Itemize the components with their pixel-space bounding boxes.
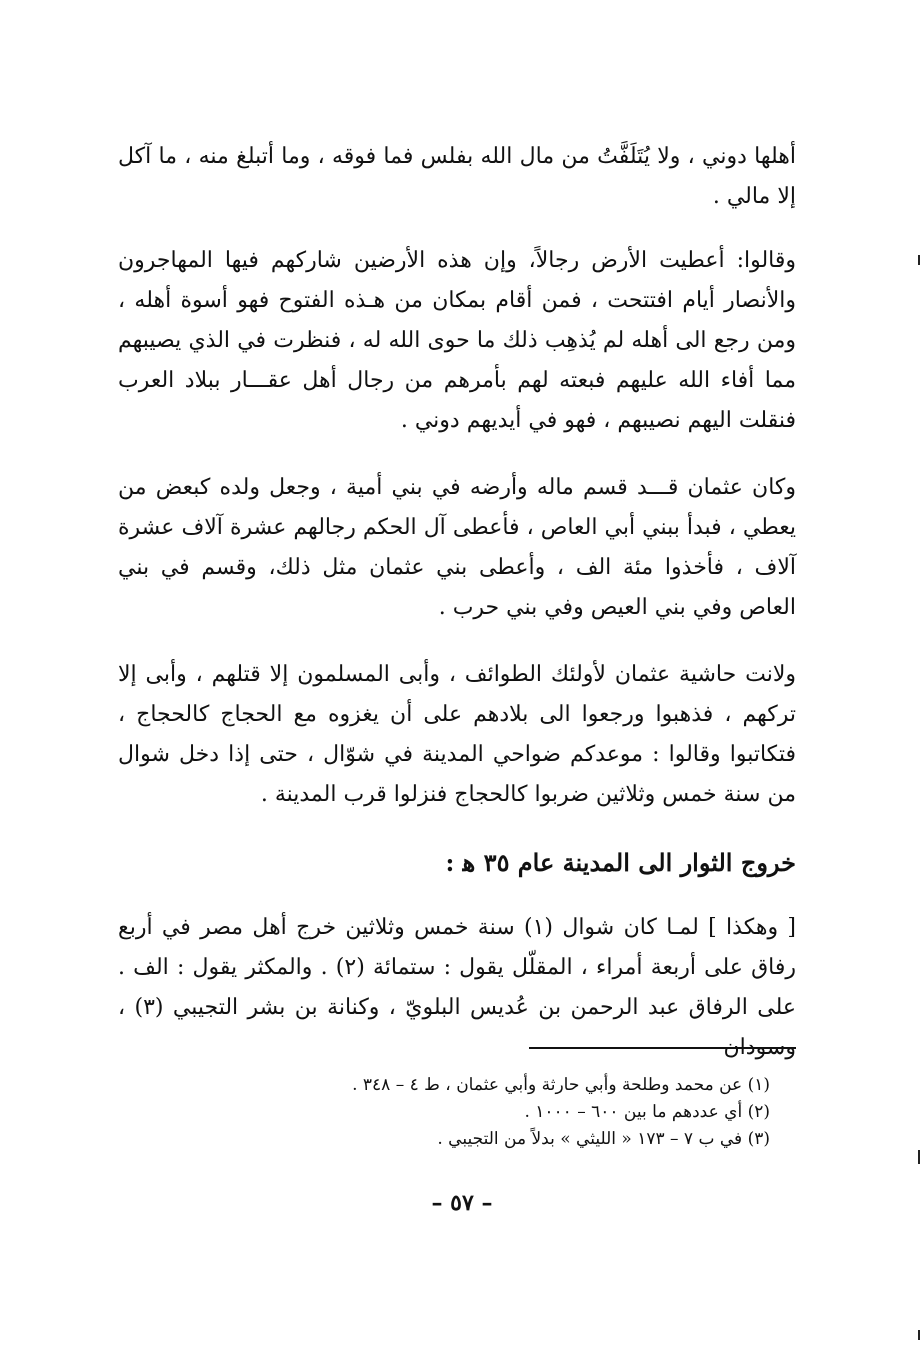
footnotes	[200, 1072, 770, 1153]
footnote-2: (٢) أي عددهم ما بين ٦٠٠ – ١٠٠٠ .	[524, 1102, 770, 1122]
footnote-1: (١) عن محمد وطلحة وأبي حارثة وأبي عثمان ، ط ٤ – ٣٤٨ .	[352, 1075, 770, 1095]
scan-edge-mark	[918, 255, 920, 265]
section-heading: خروج الثوار الى المدينة عام ٣٥ ﻫ :	[445, 848, 796, 877]
footnote-3: (٣) في ب ٧ – ١٧٣ « الليثي » بدلاً من التجيبي .	[437, 1129, 770, 1149]
paragraph-text: أهلها دوني ، ولا يُتَلَفَّتُ من مال الله بفلس فما فوقه ، وما أتبلغ منه ، ما آكل إلا مالي .	[118, 144, 796, 209]
paragraph-2	[118, 241, 796, 441]
paragraph-text: [ وهكذا ] لمـا كان شوال (١) سنة خمس وثلاثين خرج أهل مصر في أربع رفاق على أربعة أمراء ، المقلّل يقول : ستمائة (٢) . والمكثر يقول : الف . على الرفاق عبد الرحمن بن عُديس البلويّ ، وكنانة بن بشر التجيبي (٣) ، وسودان	[118, 915, 797, 1060]
scan-edge-mark	[918, 1330, 920, 1340]
paragraph-text: وقالوا: أعطيت الأرض رجالاً، وإن هذه الأرضين شاركهم فيها المهاجرون والأنصار أيام افتتحت ، فمن أقام بمكان من هـذه الفتوح فهو أسوة أهله ، ومن رجع الى أهله لم يُذهِب ذلك ما حوى الله له ، فنظرت في الذي يصيبهم مما أفاء الله عليهم فبعته لهم بأمرهم من رجال أهل عقـــار ببلاد العرب فنقلت اليهم نصيبهم ، فهو في أيديهم دوني .	[118, 248, 796, 433]
scan-edge-mark	[918, 1150, 920, 1164]
paragraph-text: ولانت حاشية عثمان لأولئك الطوائف ، وأبى المسلمون إلا قتلهم ، وأبى إلا تركهم ، فذهبوا ورجعوا الى بلادهم على أن يغزوه مع الحجاج كالحجاج ، فتكاتبوا وقالوا : موعدكم ضواحي المدينة في شوّال ، حتى إذا دخل شوال من سنة خمس وثلاثين ضربوا كالحجاج فنزلوا قرب المدينة .	[118, 662, 796, 807]
paragraph-4	[118, 655, 796, 815]
paragraph-1	[118, 137, 796, 217]
paragraph-text: وكان عثمان قـــد قسم ماله وأرضه في بني أمية ، وجعل ولده كبعض من يعطي ، فبدأ ببني أبي العاص ، فأعطى آل الحكم رجالهم عشرة آلاف عشرة آلاف ، فأخذوا مئة الف ، وأعطى بني عثمان مثل ذلك، وقسم في بني العاص وفي بني العيص وفي بني حرب .	[118, 475, 796, 620]
paragraph-3	[118, 468, 796, 628]
page-number: – ٥٧ –	[431, 1190, 493, 1216]
paragraph-5	[118, 908, 796, 1068]
footnote-divider	[529, 1047, 796, 1049]
